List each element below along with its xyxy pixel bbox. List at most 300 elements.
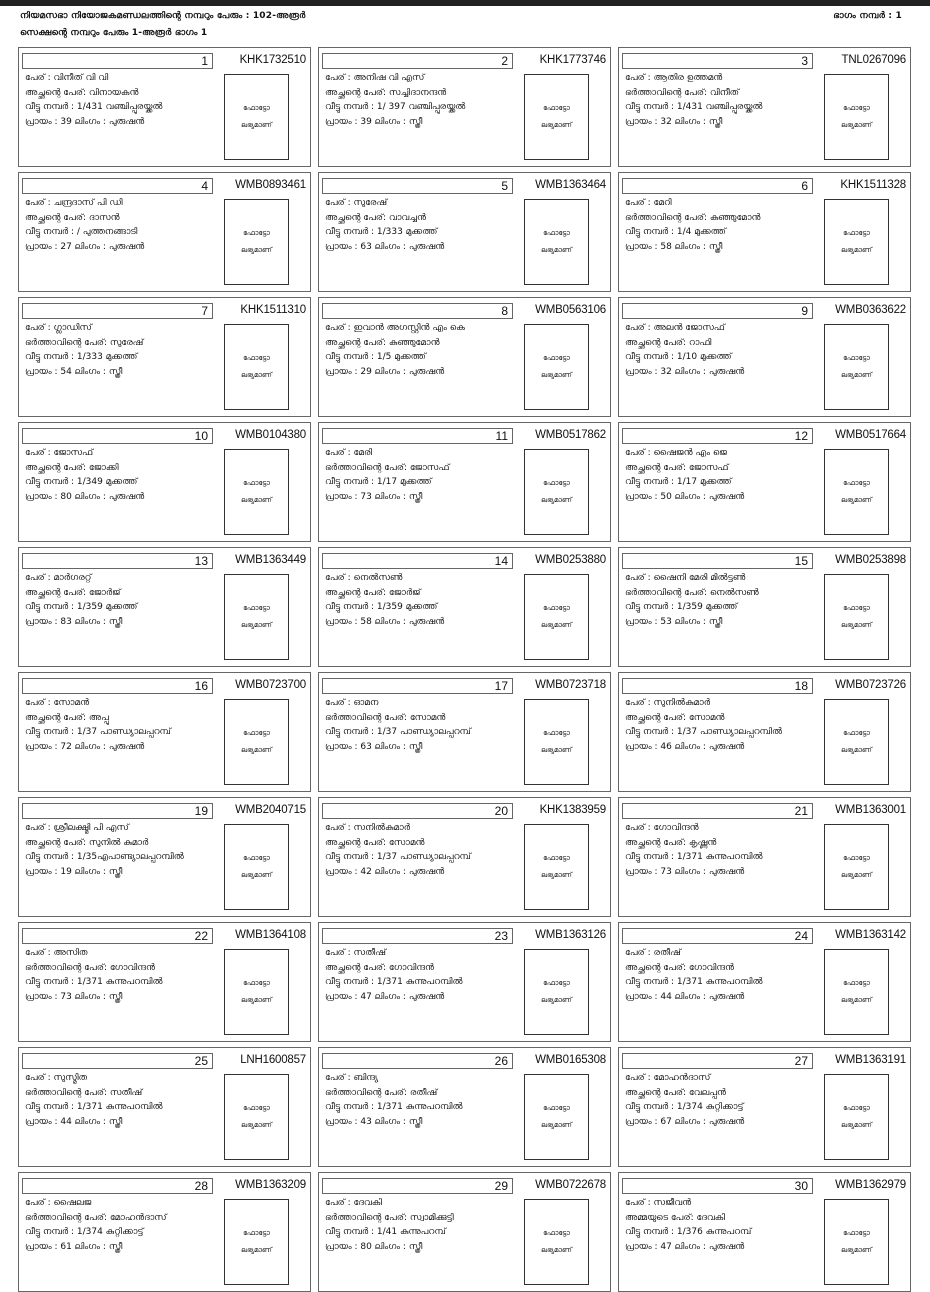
photo-placeholder bbox=[824, 74, 889, 160]
gender-label: ലിംഗം : bbox=[371, 366, 409, 377]
relation-line: ഭർത്താവിന്റെ പേര്: സോമൻ bbox=[325, 712, 446, 723]
serial-number: 12 bbox=[622, 428, 813, 444]
epic-number: WMB1363449 bbox=[235, 554, 306, 566]
voter-card bbox=[618, 422, 911, 542]
voter-details bbox=[25, 821, 235, 879]
age-label: പ്രായം : bbox=[625, 241, 661, 252]
age-value: 63 bbox=[360, 741, 372, 752]
top-border bbox=[0, 0, 930, 6]
name-line bbox=[325, 1071, 535, 1086]
photo-text-1: ഫോട്ടോ bbox=[843, 354, 870, 362]
gender-label: ലിംഗം : bbox=[71, 616, 109, 627]
name-label: പേര് : bbox=[325, 573, 354, 583]
voter-card bbox=[318, 672, 611, 792]
voter-details bbox=[625, 196, 835, 254]
age-label: പ്രായം : bbox=[25, 241, 61, 252]
name-line bbox=[25, 821, 235, 836]
voter-details bbox=[25, 946, 235, 1004]
gender-value: പുരുഷൻ bbox=[708, 366, 745, 377]
gender-value: സ്ത്രീ bbox=[108, 366, 123, 377]
photo-placeholder bbox=[824, 324, 889, 410]
photo-placeholder bbox=[524, 699, 589, 785]
relation-line: അച്ഛന്റെ പേര്: വിനായകൻ bbox=[25, 87, 139, 98]
age-label: പ്രായം : bbox=[325, 366, 361, 377]
relation-line: അച്ഛന്റെ പേര്: ഗോവിന്ദൻ bbox=[325, 962, 434, 973]
voter-name: സുരേഷ് bbox=[353, 198, 388, 208]
serial-number: 16 bbox=[22, 678, 213, 694]
epic-number: WMB0723700 bbox=[235, 679, 306, 691]
name-line bbox=[625, 571, 835, 586]
age-gender-line bbox=[625, 240, 835, 255]
gender-value: സ്ത്രീ bbox=[408, 491, 423, 502]
age-value: 39 bbox=[360, 116, 372, 127]
photo-text-2: ലഭ്യമാണ് bbox=[241, 496, 272, 504]
relation-line: അച്ഛന്റെ പേര്: കുഞ്ഞുമോൻ bbox=[325, 337, 440, 348]
voter-details bbox=[625, 571, 835, 629]
age-gender-line bbox=[625, 365, 835, 380]
photo-text-1: ഫോട്ടോ bbox=[243, 354, 270, 362]
gender-label: ലിംഗം : bbox=[671, 866, 709, 877]
part-number: ഭാഗം നമ്പർ : 1 bbox=[833, 11, 902, 21]
voter-details bbox=[325, 821, 535, 879]
photo-text-2: ലഭ്യമാണ് bbox=[841, 1246, 872, 1254]
relation-line: അച്ഛന്റെ പേര്: ജോസഫ് bbox=[625, 462, 729, 473]
name-line bbox=[325, 446, 535, 461]
name-line bbox=[325, 321, 535, 336]
epic-number: WMB1363126 bbox=[535, 929, 606, 941]
epic-number: WMB0893461 bbox=[235, 179, 306, 191]
name-label: പേര് : bbox=[625, 948, 654, 958]
serial-number: 5 bbox=[322, 178, 513, 194]
age-gender-line bbox=[25, 615, 235, 630]
gender-value: സ്ത്രീ bbox=[408, 1116, 423, 1127]
relation-line: അച്ഛന്റെ പേര്: കൃഷ്ണൻ bbox=[625, 837, 717, 848]
photo-text-1: ഫോട്ടോ bbox=[543, 104, 570, 112]
voter-card bbox=[318, 297, 611, 417]
age-gender-line bbox=[625, 740, 835, 755]
age-gender-line bbox=[25, 115, 235, 130]
photo-text-1: ഫോട്ടോ bbox=[243, 729, 270, 737]
voter-name: ആതിര ഉത്തമൻ bbox=[653, 73, 723, 83]
voter-card bbox=[18, 47, 311, 167]
age-label: പ്രായം : bbox=[625, 991, 661, 1002]
photo-text-2: ലഭ്യമാണ് bbox=[541, 1246, 572, 1254]
age-gender-line bbox=[325, 740, 535, 755]
photo-placeholder bbox=[224, 824, 289, 910]
age-value: 43 bbox=[360, 1116, 372, 1127]
house-line: വീട്ടു നമ്പർ : 1/17 മുക്കത്ത് bbox=[325, 477, 432, 487]
voter-card-grid bbox=[18, 47, 911, 1292]
relation-line: ഭർത്താവിന്റെ പേര്: സതീഷ് bbox=[25, 1087, 143, 1098]
gender-value: പുരുഷൻ bbox=[408, 866, 445, 877]
photo-text-1: ഫോട്ടോ bbox=[543, 1104, 570, 1112]
voter-name: മോഹൻദാസ് bbox=[653, 1073, 711, 1083]
age-gender-line bbox=[25, 490, 235, 505]
house-line: വീട്ടു നമ്പർ : 1/37 പാണ്ഡ്യാലപ്പറമ്പിൽ bbox=[625, 727, 783, 737]
gender-value: പുരുഷൻ bbox=[408, 366, 445, 377]
photo-text-2: ലഭ്യമാണ് bbox=[241, 1246, 272, 1254]
age-label: പ്രായം : bbox=[325, 241, 361, 252]
relation-line: ഭർത്താവിന്റെ പേര്: രതീഷ് bbox=[325, 1087, 438, 1098]
age-value: 47 bbox=[660, 1241, 672, 1252]
age-value: 29 bbox=[360, 366, 372, 377]
epic-number: KHK1511310 bbox=[240, 304, 306, 316]
age-gender-line bbox=[325, 1115, 535, 1130]
voter-name: സുനിൽകുമാർ bbox=[653, 698, 710, 708]
voter-name: ശ്രീലക്ഷ്മി പി എസ് bbox=[53, 823, 129, 833]
photo-placeholder bbox=[824, 824, 889, 910]
name-label: പേര് : bbox=[625, 1073, 654, 1083]
name-line bbox=[325, 71, 535, 86]
photo-text-1: ഫോട്ടോ bbox=[843, 104, 870, 112]
photo-text-1: ഫോട്ടോ bbox=[543, 854, 570, 862]
photo-placeholder bbox=[824, 1199, 889, 1285]
gender-value: സ്ത്രീ bbox=[108, 1116, 123, 1127]
photo-text-1: ഫോട്ടോ bbox=[843, 729, 870, 737]
name-label: പേര് : bbox=[25, 1073, 54, 1083]
photo-placeholder bbox=[224, 699, 289, 785]
name-line bbox=[625, 196, 835, 211]
voter-name: രതീഷ് bbox=[653, 948, 681, 958]
voter-details bbox=[325, 321, 535, 379]
gender-label: ലിംഗം : bbox=[671, 991, 709, 1002]
name-label: പേര് : bbox=[625, 573, 654, 583]
photo-placeholder bbox=[524, 449, 589, 535]
photo-text-2: ലഭ്യമാണ് bbox=[241, 121, 272, 129]
age-value: 54 bbox=[60, 366, 72, 377]
voter-card bbox=[318, 1172, 611, 1292]
name-label: പേര് : bbox=[25, 823, 54, 833]
age-gender-line bbox=[625, 615, 835, 630]
age-label: പ്രായം : bbox=[25, 866, 61, 877]
voter-details bbox=[325, 446, 535, 504]
gender-label: ലിംഗം : bbox=[671, 616, 709, 627]
relation-line: അമ്മയുടെ പേര്: ദേവകി bbox=[625, 1212, 725, 1223]
age-label: പ്രായം : bbox=[325, 1241, 361, 1252]
photo-text-1: ഫോട്ടോ bbox=[243, 479, 270, 487]
name-line bbox=[625, 321, 835, 336]
voter-name: ഓമന bbox=[353, 698, 379, 708]
voter-details bbox=[625, 1196, 835, 1254]
gender-label: ലിംഗം : bbox=[71, 1116, 109, 1127]
age-gender-line bbox=[625, 1240, 835, 1255]
age-value: 58 bbox=[360, 616, 372, 627]
photo-text-1: ഫോട്ടോ bbox=[243, 229, 270, 237]
age-gender-line bbox=[325, 365, 535, 380]
voter-card bbox=[18, 1172, 311, 1292]
gender-value: സ്ത്രീ bbox=[108, 866, 123, 877]
photo-text-1: ഫോട്ടോ bbox=[243, 604, 270, 612]
age-value: 61 bbox=[60, 1241, 72, 1252]
gender-label: ലിംഗം : bbox=[371, 991, 409, 1002]
photo-text-1: ഫോട്ടോ bbox=[543, 1229, 570, 1237]
voter-card bbox=[318, 422, 611, 542]
relation-line: അച്ഛന്റെ പേര്: ജോർജ് bbox=[25, 587, 121, 598]
gender-value: സ്ത്രീ bbox=[108, 1241, 123, 1252]
name-label: പേര് : bbox=[325, 73, 354, 83]
name-label: പേര് : bbox=[25, 698, 54, 708]
relation-line: അച്ഛന്റെ പേര്: വാവച്ചൻ bbox=[325, 212, 426, 223]
age-gender-line bbox=[25, 990, 235, 1005]
voter-name: ചന്ദ്രദാസ് പി ഡി bbox=[53, 198, 123, 208]
voter-card bbox=[318, 797, 611, 917]
voter-card bbox=[618, 1047, 911, 1167]
gender-value: പുരുഷൻ bbox=[408, 241, 445, 252]
age-value: 53 bbox=[660, 616, 672, 627]
gender-label: ലിംഗം : bbox=[371, 866, 409, 877]
photo-text-1: ഫോട്ടോ bbox=[843, 1104, 870, 1112]
gender-value: സ്ത്രീ bbox=[408, 1241, 423, 1252]
photo-text-1: ഫോട്ടോ bbox=[843, 979, 870, 987]
voter-details bbox=[25, 71, 235, 129]
house-line: വീട്ടു നമ്പർ : 1/371 കുന്നുപറമ്പിൽ bbox=[325, 977, 463, 987]
voter-details bbox=[325, 71, 535, 129]
age-label: പ്രായം : bbox=[325, 1116, 361, 1127]
gender-value: പുരുഷൻ bbox=[108, 741, 145, 752]
serial-number: 27 bbox=[622, 1053, 813, 1069]
age-value: 63 bbox=[360, 241, 372, 252]
relation-line: അച്ഛന്റെ പേര്: സോമൻ bbox=[625, 712, 725, 723]
relation-line: അച്ഛന്റെ പേര്: സുനിൽ കുമാർ bbox=[25, 837, 149, 848]
photo-text-2: ലഭ്യമാണ് bbox=[841, 496, 872, 504]
photo-placeholder bbox=[524, 574, 589, 660]
voter-name: സനിൽകുമാർ bbox=[353, 823, 410, 833]
gender-label: ലിംഗം : bbox=[71, 241, 109, 252]
gender-label: ലിംഗം : bbox=[71, 991, 109, 1002]
photo-placeholder bbox=[224, 574, 289, 660]
name-label: പേര് : bbox=[625, 448, 654, 458]
serial-number: 15 bbox=[622, 553, 813, 569]
name-line bbox=[625, 1196, 835, 1211]
voter-name: നെൽസൺ bbox=[353, 573, 403, 583]
house-line: വീട്ടു നമ്പർ : 1/374 കുറ്റിക്കാട്ട് bbox=[25, 1227, 144, 1237]
serial-number: 30 bbox=[622, 1178, 813, 1194]
age-gender-line bbox=[625, 115, 835, 130]
house-line: വീട്ടു നമ്പർ : 1/ 397 വഞ്ചിപ്പുരയ്ക്കൽ bbox=[325, 102, 466, 112]
age-gender-line bbox=[325, 615, 535, 630]
gender-label: ലിംഗം : bbox=[371, 616, 409, 627]
name-line bbox=[25, 571, 235, 586]
house-line: വീട്ടു നമ്പർ : 1/333 മുക്കത്ത് bbox=[25, 352, 138, 362]
gender-label: ലിംഗം : bbox=[371, 116, 409, 127]
age-value: 83 bbox=[60, 616, 72, 627]
serial-number: 7 bbox=[22, 303, 213, 319]
house-line: വീട്ടു നമ്പർ : 1/359 മുക്കത്ത് bbox=[25, 602, 138, 612]
epic-number: KHK1732510 bbox=[239, 54, 306, 66]
photo-text-1: ഫോട്ടോ bbox=[543, 479, 570, 487]
serial-number: 26 bbox=[322, 1053, 513, 1069]
house-line: വീട്ടു നമ്പർ : 1/10 മുക്കത്ത് bbox=[625, 352, 732, 362]
age-value: 39 bbox=[60, 116, 72, 127]
age-value: 44 bbox=[60, 1116, 72, 1127]
relation-line: അച്ഛന്റെ പേര്: റാഫി bbox=[625, 337, 712, 348]
gender-value: പുരുഷൻ bbox=[108, 241, 145, 252]
relation-line: ഭർത്താവിന്റെ പേര്: സുരേഷ് bbox=[25, 337, 144, 348]
house-line: വീട്ടു നമ്പർ : 1/376 കുന്നുപറമ്പ് bbox=[625, 1227, 752, 1237]
photo-placeholder bbox=[824, 949, 889, 1035]
name-line bbox=[325, 821, 535, 836]
gender-label: ലിംഗം : bbox=[371, 741, 409, 752]
voter-name: ഗ്ലാഡിസ് bbox=[53, 323, 92, 333]
photo-placeholder bbox=[224, 1199, 289, 1285]
epic-number: KHK1383959 bbox=[539, 804, 606, 816]
name-label: പേര് : bbox=[25, 573, 54, 583]
serial-number: 18 bbox=[622, 678, 813, 694]
gender-value: പുരുഷൻ bbox=[108, 491, 145, 502]
photo-placeholder bbox=[224, 949, 289, 1035]
voter-details bbox=[325, 946, 535, 1004]
gender-label: ലിംഗം : bbox=[71, 741, 109, 752]
name-line bbox=[625, 946, 835, 961]
voter-card bbox=[318, 922, 611, 1042]
name-label: പേര് : bbox=[625, 698, 654, 708]
age-label: പ്രായം : bbox=[325, 866, 361, 877]
house-line: വീട്ടു നമ്പർ : 1/41 കുന്നുപറമ്പ് bbox=[325, 1227, 446, 1237]
voter-name: സോമൻ bbox=[53, 698, 90, 708]
photo-text-2: ലഭ്യമാണ് bbox=[841, 871, 872, 879]
voter-details bbox=[25, 321, 235, 379]
age-gender-line bbox=[25, 1115, 235, 1130]
age-value: 42 bbox=[360, 866, 372, 877]
photo-text-2: ലഭ്യമാണ് bbox=[541, 621, 572, 629]
age-label: പ്രായം : bbox=[325, 991, 361, 1002]
voter-details bbox=[25, 446, 235, 504]
name-label: പേര് : bbox=[625, 1198, 654, 1208]
age-label: പ്രായം : bbox=[625, 116, 661, 127]
age-label: പ്രായം : bbox=[325, 491, 361, 502]
voter-card bbox=[18, 547, 311, 667]
house-line: വീട്ടു നമ്പർ : 1/17 മുക്കത്ത് bbox=[625, 477, 732, 487]
age-label: പ്രായം : bbox=[325, 116, 361, 127]
constituency-heading: നിയമസഭാ നിയോജകമണ്ഡലത്തിന്റെ നമ്പറും പേരും : 102-അരൂർ bbox=[20, 11, 306, 21]
name-label: പേര് : bbox=[25, 1198, 54, 1208]
name-line bbox=[25, 696, 235, 711]
house-line: വീട്ടു നമ്പർ : 1/431 വഞ്ചിപ്പുരയ്ക്കൽ bbox=[625, 102, 763, 112]
photo-text-1: ഫോട്ടോ bbox=[243, 979, 270, 987]
voter-name: മേറി bbox=[653, 198, 672, 208]
photo-text-2: ലഭ്യമാണ് bbox=[841, 746, 872, 754]
age-label: പ്രായം : bbox=[625, 491, 661, 502]
serial-number: 23 bbox=[322, 928, 513, 944]
voter-card bbox=[318, 47, 611, 167]
photo-text-2: ലഭ്യമാണ് bbox=[241, 746, 272, 754]
gender-label: ലിംഗം : bbox=[671, 491, 709, 502]
photo-text-1: ഫോട്ടോ bbox=[243, 104, 270, 112]
voter-card bbox=[18, 672, 311, 792]
gender-label: ലിംഗം : bbox=[71, 116, 109, 127]
photo-placeholder bbox=[524, 949, 589, 1035]
voter-details bbox=[325, 571, 535, 629]
serial-number: 19 bbox=[22, 803, 213, 819]
voter-name: അലൻ ജോസഫ് bbox=[653, 323, 725, 333]
voter-details bbox=[625, 696, 835, 754]
voter-name: സുസ്മിത bbox=[53, 1073, 88, 1083]
voter-name: ദേവകി bbox=[353, 1198, 382, 1208]
age-label: പ്രായം : bbox=[25, 116, 61, 127]
gender-label: ലിംഗം : bbox=[371, 1241, 409, 1252]
name-label: പേര് : bbox=[325, 323, 354, 333]
gender-label: ലിംഗം : bbox=[371, 241, 409, 252]
voter-name: വിനീത് വി വി bbox=[53, 73, 109, 83]
gender-label: ലിംഗം : bbox=[671, 741, 709, 752]
voter-details bbox=[625, 1071, 835, 1129]
age-value: 46 bbox=[660, 741, 672, 752]
photo-text-2: ലഭ്യമാണ് bbox=[241, 246, 272, 254]
age-label: പ്രായം : bbox=[25, 491, 61, 502]
gender-label: ലിംഗം : bbox=[671, 1241, 709, 1252]
voter-card bbox=[18, 797, 311, 917]
gender-value: പുരുഷൻ bbox=[708, 491, 745, 502]
photo-text-2: ലഭ്യമാണ് bbox=[541, 246, 572, 254]
voter-card bbox=[618, 172, 911, 292]
relation-line: ഭർത്താവിന്റെ പേര്: സ്വാമിക്കുട്ടി bbox=[325, 1212, 454, 1223]
photo-placeholder bbox=[524, 324, 589, 410]
gender-label: ലിംഗം : bbox=[671, 366, 709, 377]
age-value: 67 bbox=[660, 1116, 672, 1127]
photo-placeholder bbox=[524, 199, 589, 285]
house-line: വീട്ടു നമ്പർ : 1/333 മുക്കത്ത് bbox=[325, 227, 438, 237]
age-value: 32 bbox=[660, 366, 672, 377]
serial-number: 1 bbox=[22, 53, 213, 69]
voter-name: ഷൈജൻ എം ജെ bbox=[653, 448, 727, 458]
serial-number: 4 bbox=[22, 178, 213, 194]
epic-number: TNL0267096 bbox=[841, 54, 906, 66]
photo-text-2: ലഭ്യമാണ് bbox=[241, 371, 272, 379]
age-label: പ്രായം : bbox=[25, 741, 61, 752]
gender-label: ലിംഗം : bbox=[71, 491, 109, 502]
gender-label: ലിംഗം : bbox=[671, 116, 709, 127]
age-value: 19 bbox=[60, 866, 72, 877]
photo-placeholder bbox=[824, 1074, 889, 1160]
voter-card bbox=[618, 797, 911, 917]
voter-card bbox=[618, 47, 911, 167]
name-line bbox=[625, 696, 835, 711]
name-line bbox=[325, 696, 535, 711]
name-line bbox=[25, 196, 235, 211]
photo-text-1: ഫോട്ടോ bbox=[843, 229, 870, 237]
voter-details bbox=[625, 446, 835, 504]
name-line bbox=[25, 1196, 235, 1211]
photo-placeholder bbox=[224, 199, 289, 285]
epic-number: WMB0363622 bbox=[835, 304, 906, 316]
voter-details bbox=[25, 1071, 235, 1129]
name-label: പേര് : bbox=[25, 73, 54, 83]
house-line: വീട്ടു നമ്പർ : 1/374 കുറ്റിക്കാട്ട് bbox=[625, 1102, 744, 1112]
serial-number: 28 bbox=[22, 1178, 213, 1194]
age-gender-line bbox=[25, 740, 235, 755]
name-label: പേര് : bbox=[25, 948, 54, 958]
voter-name: അസിത bbox=[53, 948, 88, 958]
name-label: പേര് : bbox=[325, 448, 354, 458]
gender-value: സ്ത്രീ bbox=[708, 116, 723, 127]
gender-label: ലിംഗം : bbox=[71, 1241, 109, 1252]
age-label: പ്രായം : bbox=[25, 616, 61, 627]
photo-text-1: ഫോട്ടോ bbox=[243, 1229, 270, 1237]
photo-placeholder bbox=[524, 824, 589, 910]
name-line bbox=[625, 821, 835, 836]
name-line bbox=[625, 446, 835, 461]
epic-number: KHK1773746 bbox=[539, 54, 606, 66]
voter-card bbox=[318, 547, 611, 667]
gender-label: ലിംഗം : bbox=[371, 1116, 409, 1127]
voter-card bbox=[18, 922, 311, 1042]
age-value: 80 bbox=[60, 491, 72, 502]
gender-value: പുരുഷൻ bbox=[408, 991, 445, 1002]
relation-line: ഭർത്താവിന്റെ പേര്: വിനീത് bbox=[625, 87, 740, 98]
voter-details bbox=[25, 1196, 235, 1254]
serial-number: 20 bbox=[322, 803, 513, 819]
relation-line: ഭർത്താവിന്റെ പേര്: നെൽസൺ bbox=[625, 587, 759, 598]
